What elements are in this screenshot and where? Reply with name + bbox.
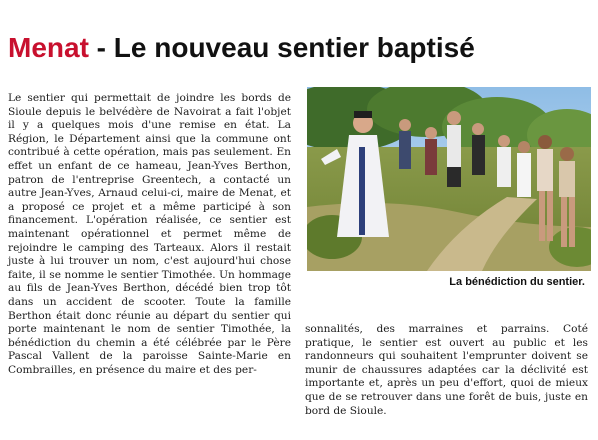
- article-paragraph-right: sonnalités, des marraines et parrains. Coté pratique, le sentier est ouvert au public et les randonneurs qui souhaitent l'emprunter doivent se munir de chaussures adaptées car la déclivité est importante et, après un peu d'effort, quoi de mieux que de se retrouver dans une forêt de buis, juste en bord de Sioule.: [305, 323, 588, 417]
- photo-caption: La bénédiction du sentier.: [449, 276, 585, 288]
- headline-place: Menat: [8, 32, 89, 63]
- photo-blessing-scene: [307, 87, 591, 271]
- article-headline: [8, 30, 592, 66]
- headline-title: - Le nouveau sentier baptisé: [88, 32, 475, 63]
- article-paragraph-left: Le sentier qui permettait de joindre les bords de Sioule depuis le belvédère de Navoirat a fait l'objet il y a quelques mois d'une remise en état. La Région, le Département ainsi que la commune ont contribué à cette opération, mais pas seulement. En effet un enfant de ce hameau, Jean-Yves Berthon, patron de l'entreprise Greentech, a contacté un autre Jean-Yves, Arnaud celui-ci, maire de Menat, et a proposé ce projet et a même participé à son financement. L'opération réalisée, ce sentier est maintenant opérationnel et permet même de rejoindre le camping des Tarteaux. Alors il restait juste à lui trouver un nom, c'est aujourd'hui chose faite, il se nomme le sentier Timothée. Un hommage au fils de Jean-Yves Berthon, décédé bien trop tôt dans un accident de scooter. Toute la famille Berthon était donc réunie au départ du sentier qui porte maintenant le nom de sentier Timothée, la bénédiction du chemin a été célébrée par le Père Pascal Vallent de la paroisse Sainte-Marie en Combrailles, en présence du maire et des per-: [8, 92, 291, 376]
- article-body-left-column: [8, 92, 291, 440]
- article-photo: [307, 87, 591, 271]
- article-body-right-column: [305, 323, 588, 440]
